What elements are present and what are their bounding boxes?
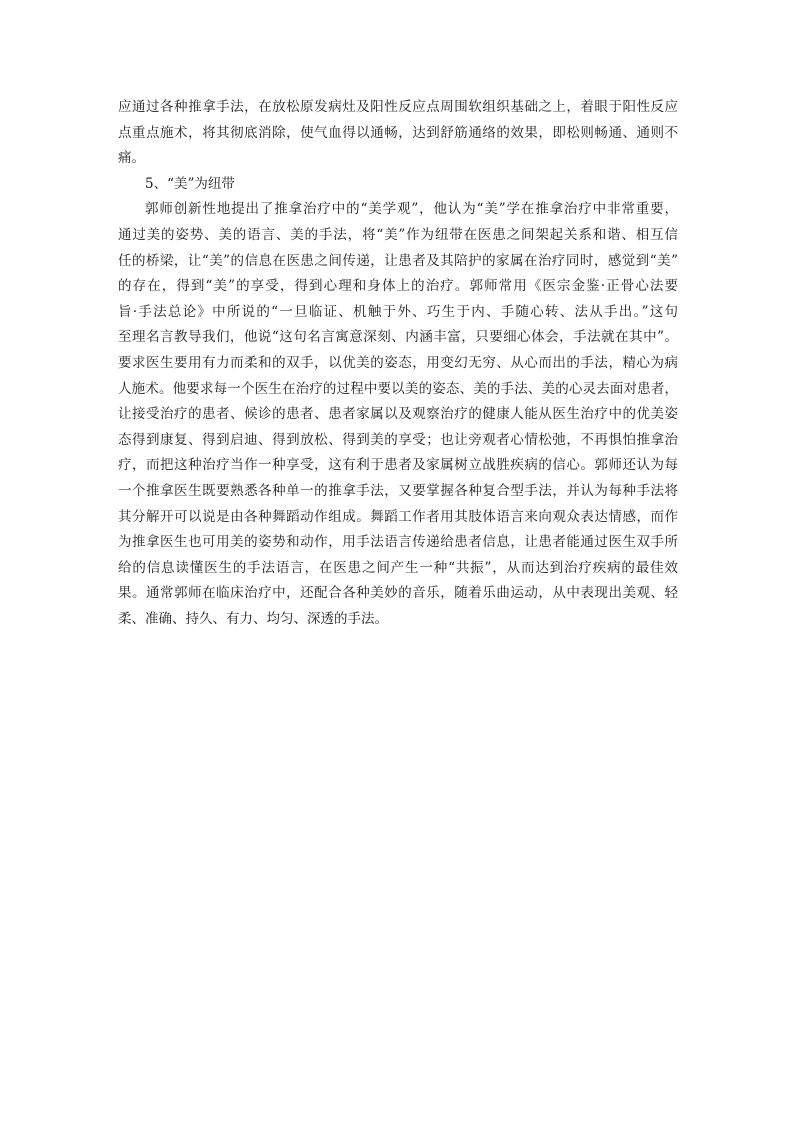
text-line: 至理名言教导我们，他说“这句名言寓意深刻、内涵丰富，只要细心体会，手法就在其中”。 bbox=[118, 329, 678, 346]
text-line: 态得到康复、得到启迪、得到放松、得到美的享受；也让旁观者心情松弛，不再惧怕推拿治 bbox=[118, 431, 678, 448]
paragraph-continuation bbox=[118, 95, 678, 172]
text-line: 的存在，得到“美”的享受，得到心理和身体上的治疗。郭师常用《医宗金鉴·正骨心法要 bbox=[118, 278, 678, 295]
text-line: 柔、准确、持久、有力、均匀、深透的手法。 bbox=[118, 610, 388, 627]
text-line: 点重点施术，将其彻底消除，使气血得以通畅，达到舒筋通络的效果，即松则畅通、通则不 bbox=[118, 124, 678, 141]
text-line: 痛。 bbox=[118, 150, 145, 167]
section-heading: 5、“美”为纽带 bbox=[145, 175, 235, 192]
text-line: 通过美的姿势、美的语言、美的手法，将“美”作为纽带在医患之间架起关系和谐、相互信 bbox=[118, 226, 678, 243]
text-line: 要求医生要用有力而柔和的双手，以优美的姿态，用变幻无穷、从心而出的手法，精心为病 bbox=[118, 354, 678, 371]
paragraph-aesthetics bbox=[118, 197, 678, 632]
document-body bbox=[118, 95, 678, 632]
text-line: 给的信息读懂医生的手法语言，在医患之间产生一种“共振”，从而达到治疗疾病的最佳效 bbox=[118, 559, 678, 576]
text-line: 为推拿医生也可用美的姿势和动作，用手法语言传递给患者信息，让患者能通过医生双手所 bbox=[118, 534, 678, 551]
text-line: 疗，而把这种治疗当作一种享受，这有利于患者及家属树立战胜疾病的信心。郭师还认为每 bbox=[118, 457, 678, 474]
text-line: 应通过各种推拿手法，在放松原发病灶及阳性反应点周围软组织基础之上，着眼于阳性反应 bbox=[118, 99, 678, 115]
text-line: 让接受治疗的患者、候诊的患者、患者家属以及观察治疗的健康人能从医生治疗中的优美姿 bbox=[118, 406, 678, 423]
text-line: 果。通常郭师在临床治疗中，还配合各种美妙的音乐，随着乐曲运动，从中表现出美观、轻 bbox=[118, 585, 678, 602]
text-line: 其分解开可以说是由各种舞蹈动作组成。舞蹈工作者用其肢体语言来向观众表达情感，而作 bbox=[118, 508, 678, 525]
text-line: 旨·手法总论》中所说的“一旦临证、机触于外、巧生于内、手随心转、法从手出。”这句 bbox=[118, 303, 678, 320]
text-line: 郭师创新性地提出了推拿治疗中的“美学观”，他认为“美”学在推拿治疗中非常重要， bbox=[145, 201, 678, 218]
text-line: 任的桥梁，让“美”的信息在医患之间传递，让患者及其陪护的家属在治疗同时，感觉到“美” bbox=[118, 252, 678, 269]
text-line: 人施术。他要求每一个医生在治疗的过程中要以美的姿态、美的手法、美的心灵去面对患者， bbox=[118, 380, 678, 397]
text-line: 一个推拿医生既要熟悉各种单一的推拿手法，又要掌握各种复合型手法，并认为每种手法将 bbox=[118, 482, 678, 499]
